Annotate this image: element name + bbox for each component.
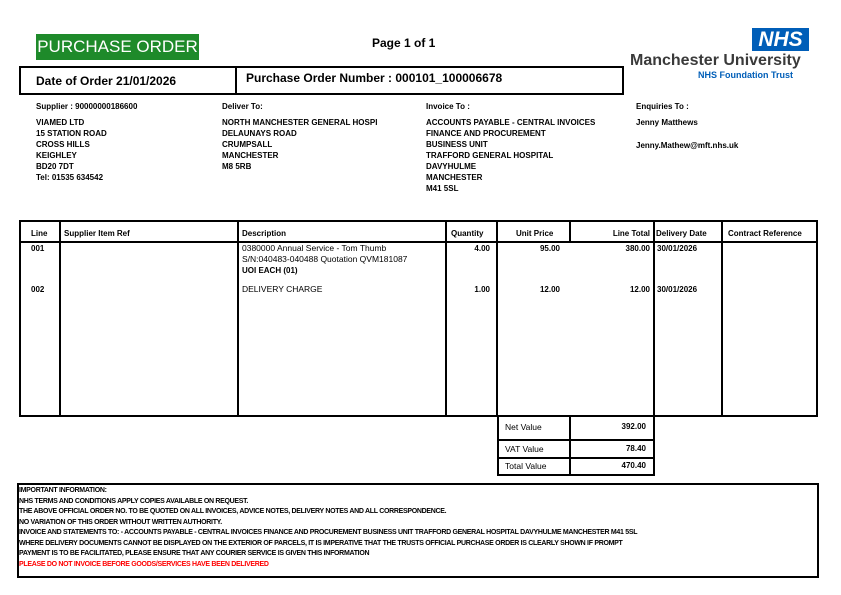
col-divider bbox=[59, 220, 61, 417]
invoice-block bbox=[426, 101, 595, 194]
deliver-line: DELAUNAYS ROAD bbox=[222, 129, 297, 138]
row-description: DELIVERY CHARGE bbox=[242, 284, 323, 294]
supplier-line: Tel: 01535 634542 bbox=[36, 173, 104, 182]
col-divider bbox=[569, 220, 571, 242]
date-of-order: Date of Order 21/01/2026 bbox=[36, 74, 177, 88]
row-description: S/N:040483-040488 Quotation QVM181087 bbox=[242, 254, 408, 264]
col-header-supplier-ref: Supplier Item Ref bbox=[64, 229, 130, 238]
deliver-line: NORTH MANCHESTER GENERAL HOSPI bbox=[222, 118, 378, 127]
col-header-quantity: Quantity bbox=[451, 229, 484, 238]
info-line: NHS TERMS AND CONDITIONS APPLY COPIES AVAILABLE ON REQUEST. bbox=[19, 497, 249, 505]
divider bbox=[235, 66, 237, 95]
info-line: NO VARIATION OF THIS ORDER WITHOUT WRITTEN AUTHORITY. bbox=[19, 518, 222, 526]
supplier-line: 15 STATION ROAD bbox=[36, 129, 107, 138]
col-header-description: Description bbox=[242, 229, 287, 238]
nhs-badge: NHS bbox=[752, 28, 809, 51]
row-delivery-date: 30/01/2026 bbox=[657, 244, 698, 253]
enquiries-block bbox=[636, 101, 738, 151]
deliver-block bbox=[222, 101, 377, 172]
deliver-line: CRUMPSALL bbox=[222, 140, 273, 149]
enquiries-label: Enquiries To : bbox=[636, 102, 689, 111]
enquiries-name: Jenny Matthews bbox=[636, 118, 698, 127]
enquiries-email[interactable]: Jenny.Mathew@mft.nhs.uk bbox=[636, 141, 739, 150]
row-delivery-date: 30/01/2026 bbox=[657, 285, 698, 294]
totals-divider bbox=[569, 415, 571, 476]
col-divider bbox=[496, 220, 498, 417]
row-description: 0380000 Annual Service - Tom Thumb bbox=[242, 243, 387, 253]
col-divider bbox=[721, 220, 723, 417]
row-line-total: 380.00 bbox=[625, 244, 650, 253]
info-line: INVOICE AND STATEMENTS TO: - ACCOUNTS PAYABLE - CENTRAL INVOICES FINANCE AND PROCUREMENT BUSINESS UNIT TRAFFORD GENERAL HOSPITAL DAVYHULME MANCHESTER M41 5SL bbox=[19, 529, 638, 536]
page-number: Page 1 of 1 bbox=[372, 36, 436, 50]
info-line: THE ABOVE OFFICIAL ORDER NO. TO BE QUOTED ON ALL INVOICES, ADVICE NOTES, DELIVERY NOTES AND ALL CORRESPONDENCE. bbox=[19, 508, 447, 515]
col-divider bbox=[445, 220, 447, 417]
col-header-delivery-date: Delivery Date bbox=[656, 229, 707, 238]
col-divider bbox=[237, 220, 239, 417]
col-header-line-total: Line Total bbox=[612, 229, 650, 238]
col-divider bbox=[653, 220, 655, 417]
trust-name: NHS Foundation Trust bbox=[698, 70, 793, 80]
po-number: Purchase Order Number : 000101_100006678 bbox=[246, 71, 503, 85]
invoice-line: ACCOUNTS PAYABLE - CENTRAL INVOICES bbox=[426, 118, 596, 127]
deliver-line: MANCHESTER bbox=[222, 151, 279, 160]
vat-value: 78.40 bbox=[625, 444, 646, 453]
invoice-line: TRAFFORD GENERAL HOSPITAL bbox=[426, 151, 554, 160]
invoice-line: DAVYHULME bbox=[426, 162, 477, 171]
net-value: 392.00 bbox=[621, 422, 646, 431]
total-value: 470.40 bbox=[621, 461, 646, 470]
info-line: IMPORTANT INFORMATION: bbox=[19, 487, 107, 494]
row-line: 002 bbox=[31, 285, 45, 294]
row-unit-price: 12.00 bbox=[539, 285, 560, 294]
org-name: Manchester University bbox=[630, 52, 801, 69]
document-title: PURCHASE ORDER bbox=[36, 34, 199, 60]
col-header-contract-ref: Contract Reference bbox=[728, 229, 802, 238]
col-header-line: Line bbox=[31, 229, 48, 238]
invoice-line: MANCHESTER bbox=[426, 173, 483, 182]
supplier-line: VIAMED LTD bbox=[36, 118, 85, 127]
total-value-label: Total Value bbox=[505, 461, 547, 471]
info-line: PAYMENT IS TO BE FACILITATED, PLEASE ENSURE THAT ANY COURIER SERVICE IS GIVEN THIS INFORMATION bbox=[19, 550, 370, 557]
invoice-line: BUSINESS UNIT bbox=[426, 140, 488, 149]
row-quantity: 4.00 bbox=[474, 244, 490, 253]
row-line: 001 bbox=[31, 244, 45, 253]
deliver-line: M8 5RB bbox=[222, 162, 252, 171]
supplier-line: BD20 7DT bbox=[36, 162, 74, 171]
supplier-line: CROSS HILLS bbox=[36, 140, 90, 149]
invoice-line: M41 5SL bbox=[426, 184, 459, 193]
row-description: UOI EACH (01) bbox=[242, 266, 298, 275]
deliver-label: Deliver To: bbox=[222, 102, 263, 111]
row-quantity: 1.00 bbox=[474, 285, 490, 294]
header-divider bbox=[19, 241, 818, 243]
invoice-line: FINANCE AND PROCUREMENT bbox=[426, 129, 546, 138]
line-items-table bbox=[19, 220, 818, 417]
info-warning: PLEASE DO NOT INVOICE BEFORE GOODS/SERVICES HAVE BEEN DELIVERED bbox=[19, 560, 269, 568]
important-info bbox=[19, 486, 637, 570]
net-value-label: Net Value bbox=[505, 422, 542, 432]
supplier-label: Supplier : 90000000186600 bbox=[36, 102, 138, 111]
col-header-unit-price: Unit Price bbox=[516, 229, 554, 238]
row-unit-price: 95.00 bbox=[539, 244, 560, 253]
vat-value-label: VAT Value bbox=[505, 444, 544, 454]
invoice-label: Invoice To : bbox=[426, 102, 470, 111]
row-line-total: 12.00 bbox=[629, 285, 650, 294]
info-line: WHERE DELIVERY DOCUMENTS CANNOT BE DISPLAYED ON THE EXTERIOR OF PARCELS, IT IS IMPERATIVE THAT THE TRUSTS OFFICIAL PURCHASE ORDER IS CLEARLY SHOWN IF PROMPT bbox=[19, 539, 623, 547]
supplier-line: KEIGHLEY bbox=[36, 151, 77, 160]
supplier-block bbox=[36, 101, 137, 183]
